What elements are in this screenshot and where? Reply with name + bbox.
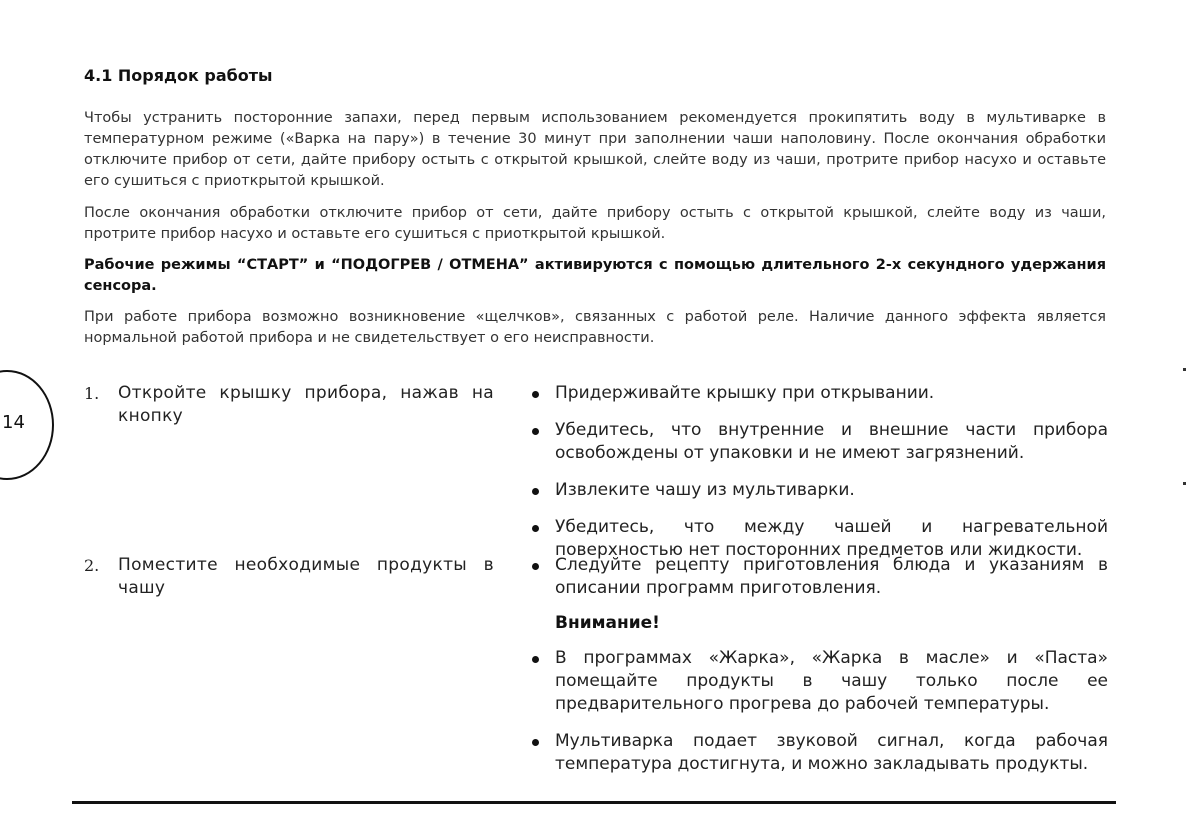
edge-mark bbox=[1183, 368, 1186, 371]
list-item: Убедитесь, что между чашей и нагревательной поверхностью нет посторонних предметов или жидкости. bbox=[530, 516, 1108, 562]
page-number: 14 bbox=[2, 412, 25, 433]
intro-paragraph: Чтобы устранить посторонние запахи, перед первым использованием рекомендуется прокипятить воду в мультиварке в температурном режиме («Варка на пару») в течение 30 минут при заполнении чаши наполовину. После окончания обработки отключите прибор от сети, дайте прибору остыть с открытой крышкой, слейте воду из чаши, протрите прибор насухо и оставьте его сушиться с приоткрытой крышкой. bbox=[84, 110, 1106, 189]
step-number: 2. bbox=[84, 556, 100, 575]
modes-activation-paragraph: Рабочие режимы “СТАРТ” и “ПОДОГРЕВ / ОТМЕНА” активируются с помощью длительного 2-х секундного удержания сенсора. bbox=[84, 257, 1106, 294]
step-text: Откройте крышку прибора, нажав на кнопку bbox=[118, 383, 494, 426]
footer-rule bbox=[72, 801, 1116, 804]
step-2 bbox=[84, 554, 494, 600]
after-processing-paragraph: После окончания обработки отключите прибор от сети, дайте прибору остыть с открытой крышкой, слейте воду из чаши, протрите прибор насухо и оставьте его сушиться с приоткрытой крышкой. bbox=[84, 205, 1106, 242]
step-2-bullets bbox=[530, 554, 1108, 790]
step-1 bbox=[84, 382, 494, 428]
edge-mark bbox=[1183, 482, 1186, 485]
list-item: Мультиварка подает звуковой сигнал, когда рабочая температура достигнута, и можно закладывать продукты. bbox=[530, 730, 1108, 776]
attention-heading: Внимание! bbox=[555, 613, 660, 633]
list-item: Извлеките чашу из мультиварки. bbox=[530, 479, 1108, 502]
step-1-bullets bbox=[530, 382, 1108, 576]
section-title: 4.1 Порядок работы bbox=[84, 66, 273, 85]
step-text: Поместите необходимые продукты в чашу bbox=[118, 555, 494, 598]
list-item: Следуйте рецепту приготовления блюда и указаниям в описании программ приготовления. bbox=[530, 554, 1108, 600]
list-item: В программах «Жарка», «Жарка в масле» и «Паста» помещайте продукты в чашу только после ее предварительного прогрева до рабочей температуры. bbox=[530, 647, 1108, 716]
list-item: Убедитесь, что внутренние и внешние части прибора освобождены от упаковки и не имеют загрязнений. bbox=[530, 419, 1108, 465]
list-item: Придерживайте крышку при открывании. bbox=[530, 382, 1108, 405]
relay-clicks-paragraph: При работе прибора возможно возникновение «щелчков», связанных с работой реле. Наличие данного эффекта является нормальной работой прибора и не свидетельствует о его неисправности. bbox=[84, 309, 1106, 346]
step-number: 1. bbox=[84, 384, 100, 403]
